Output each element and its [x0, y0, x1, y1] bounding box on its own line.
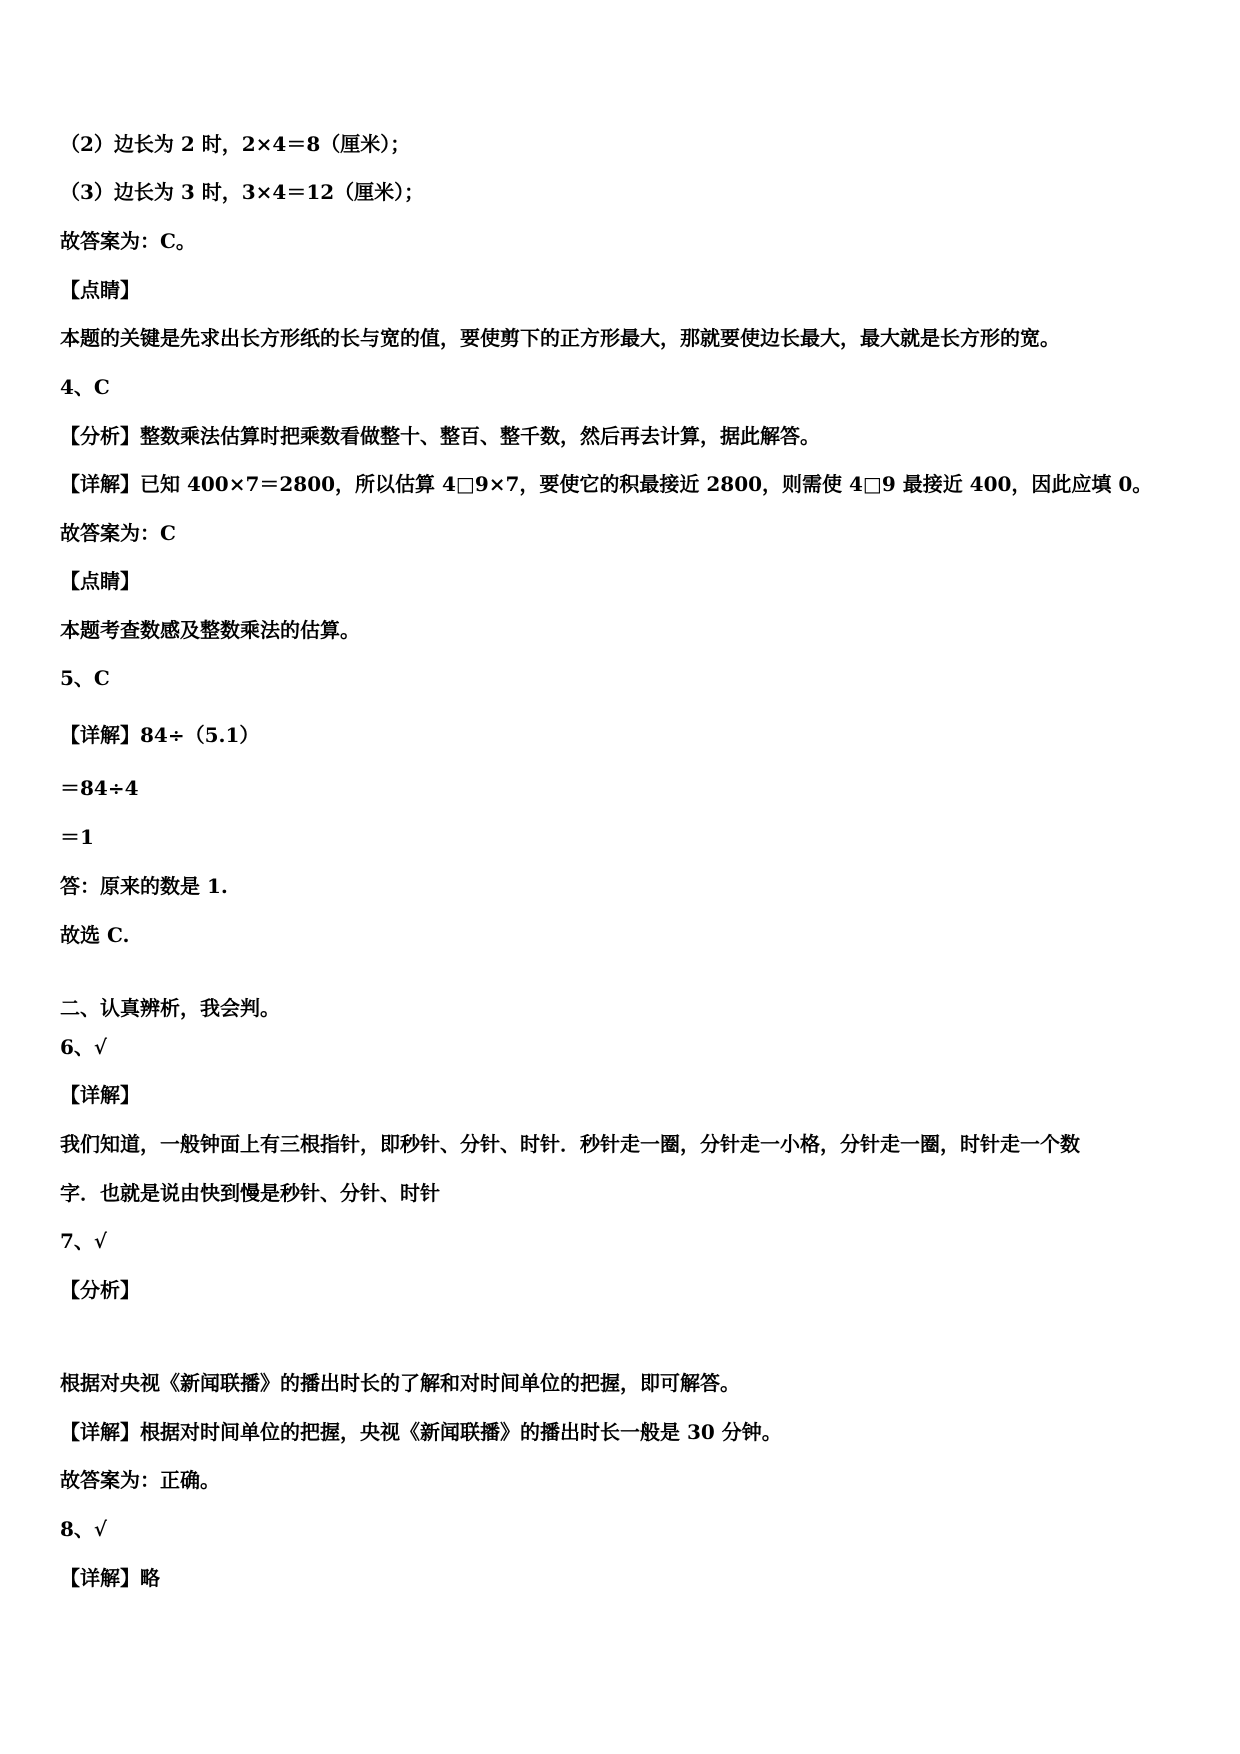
- answer-statement: 答：原来的数是 1.: [60, 874, 228, 898]
- equation-step: ＝84÷4: [60, 776, 139, 800]
- dianjing-text: 本题的关键是先求出长方形纸的长与宽的值，要使剪下的正方形最大，那就要使边长最大，最大就是长方形的宽。: [60, 326, 1060, 350]
- answer-line: 故答案为：C: [60, 521, 176, 545]
- section-heading-2: 二、认真辨析，我会判。: [60, 996, 280, 1020]
- section-label-detail: 【详解】: [60, 1083, 140, 1107]
- answer-line: 故答案为：C。: [60, 229, 196, 253]
- detail-text: 【详解】已知 400×7＝2800，所以估算 4□9×7，要使它的积最接近 2800，则需使 4□9 最接近 400，因此应填 0。: [60, 472, 1153, 496]
- detail-text: 【详解】84÷（5.1）: [60, 723, 260, 747]
- solution-step-3: （3）边长为 3 时，3×4＝12（厘米）；: [60, 180, 425, 204]
- solution-step-2: （2）边长为 2 时，2×4＝8（厘米）；: [60, 132, 411, 156]
- section-label-dianjing: 【点睛】: [60, 569, 140, 593]
- analysis-paragraph: 根据对央视《新闻联播》的播出时长的了解和对时间单位的把握，即可解答。: [60, 1371, 740, 1395]
- choice-line: 故选 C.: [60, 923, 130, 947]
- question-number-5: 5、C: [60, 666, 110, 690]
- detail-paragraph-line-1: 我们知道，一般钟面上有三根指针，即秒针、分针、时针．秒针走一圈，分针走一小格，分针走一圈，时针走一个数: [60, 1132, 1080, 1156]
- dianjing-text: 本题考查数感及整数乘法的估算。: [60, 618, 360, 642]
- question-number-8: 8、√: [60, 1517, 108, 1541]
- answer-line: 故答案为：正确。: [60, 1468, 220, 1492]
- detail-paragraph-line-2: 字．也就是说由快到慢是秒针、分针、时针: [60, 1181, 440, 1205]
- question-number-6: 6、√: [60, 1035, 108, 1059]
- section-label-analysis: 【分析】: [60, 1278, 140, 1302]
- question-number-7: 7、√: [60, 1229, 108, 1253]
- detail-text: 【详解】根据对时间单位的把握，央视《新闻联播》的播出时长一般是 30 分钟。: [60, 1420, 782, 1444]
- analysis-text: 【分析】整数乘法估算时把乘数看做整十、整百、整千数，然后再去计算，据此解答。: [60, 424, 820, 448]
- question-number-4: 4、C: [60, 375, 110, 399]
- section-label-dianjing: 【点睛】: [60, 278, 140, 302]
- equation-step: ＝1: [60, 825, 94, 849]
- detail-text: 【详解】略: [60, 1566, 160, 1590]
